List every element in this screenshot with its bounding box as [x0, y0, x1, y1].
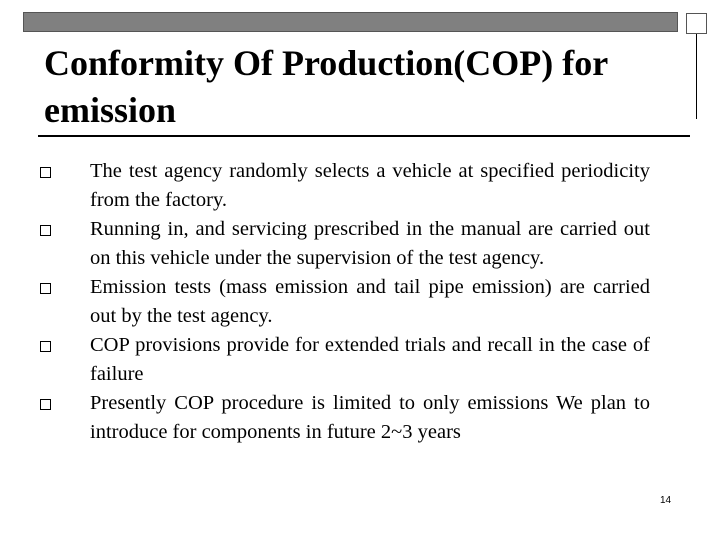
decorative-vertical-line [696, 34, 697, 119]
bullet-item-1 [40, 157, 650, 215]
decorative-corner-square [686, 13, 707, 34]
hollow-square-bullet-icon [40, 399, 51, 410]
hollow-square-bullet-icon [40, 341, 51, 352]
hollow-square-bullet-icon [40, 283, 51, 294]
bullet-item-3 [40, 273, 650, 331]
bullet-list [40, 157, 650, 447]
bullet-item-5 [40, 389, 650, 447]
decorative-top-bar [23, 12, 678, 32]
bullet-item-2 [40, 215, 650, 273]
page-number: 14 [660, 495, 672, 506]
bullet-text: The test agency randomly selects a vehicle at specified periodicity from the factory. [90, 160, 650, 211]
bullet-item-4 [40, 331, 650, 389]
bullet-text: Emission tests (mass emission and tail pipe emission) are carried out by the test agency. [90, 276, 650, 327]
slide-title: Conformity Of Production(COP) for emission [44, 43, 608, 130]
hollow-square-bullet-icon [40, 225, 51, 236]
bullet-text: Running in, and servicing prescribed in the manual are carried out on this vehicle under the supervision of the test agency. [90, 218, 650, 269]
bullet-text: Presently COP procedure is limited to only emissions We plan to introduce for components in future 2~3 years [90, 392, 650, 443]
bullet-text: COP provisions provide for extended trials and recall in the case of failure [90, 334, 650, 385]
hollow-square-bullet-icon [40, 167, 51, 178]
title-divider [38, 135, 690, 137]
